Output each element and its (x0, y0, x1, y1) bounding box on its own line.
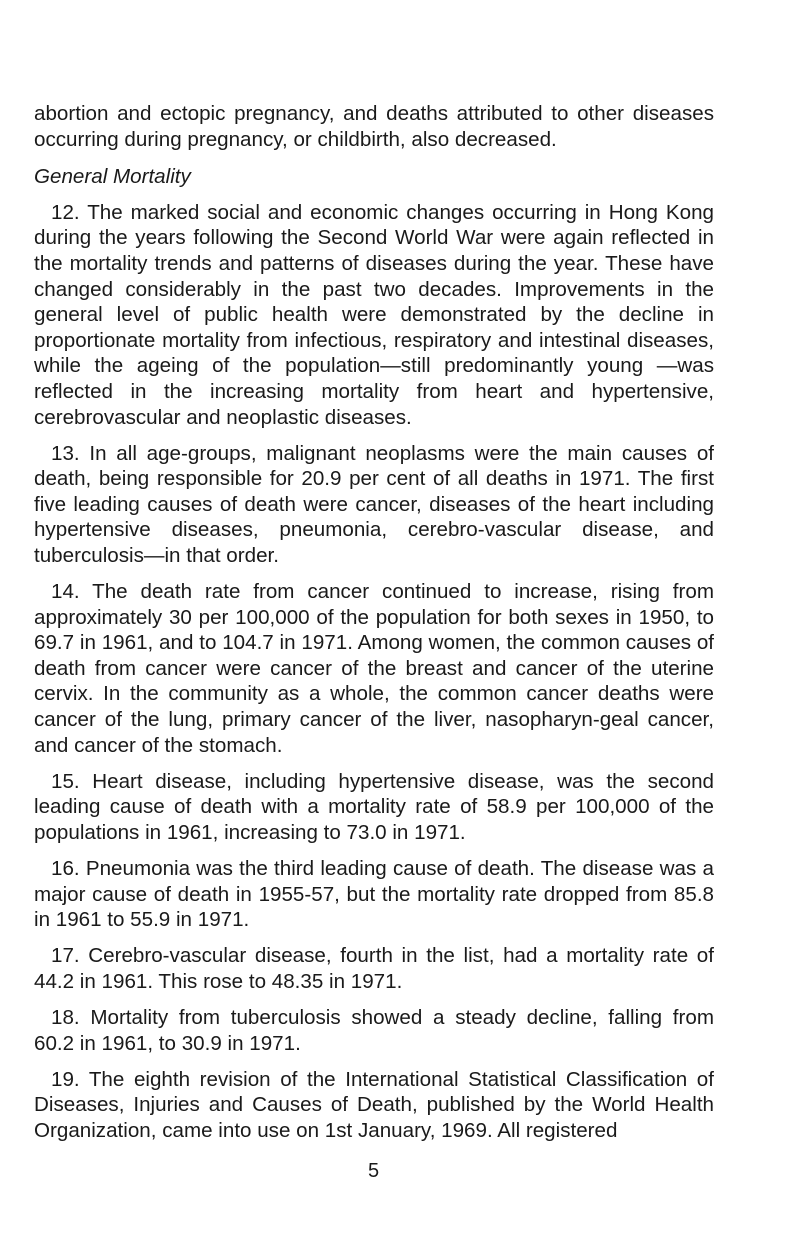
paragraph-18: 18. Mortality from tuberculosis showed a steady decline, falling from 60.2 in 1961, to 30.9 in 1971. (34, 1006, 714, 1055)
paragraph-15: 15. Heart disease, including hypertensive disease, was the second leading cause of death with a mortality rate of 58.9 per 100,000 of the populations in 1961, increasing to 73.0 in 1971. (34, 769, 714, 844)
page-number: 5 (367, 1160, 380, 1182)
paragraph-17: 17. Cerebro-vascular disease, fourth in the list, had a mortality rate of 44.2 in 1961. This rose to 48.35 in 1971. (34, 944, 714, 993)
paragraph-19: 19. The eighth revision of the International Statistical Classification of Diseases, Injuries and Causes of Death, published by the World Health Organization, came into use on 1st January, 1969. All registered (34, 1067, 714, 1142)
opening-paragraph: abortion and ectopic pregnancy, and deaths attributed to other diseases occurring during pregnancy, or childbirth, also decreased. (34, 102, 714, 151)
paragraph-14: 14. The death rate from cancer continued to increase, rising from approximately 30 per 100,000 of the population for both sexes in 1950, to 69.7 in 1961, and to 104.7 in 1971. Among women, the common causes of death from cancer were cancer of the breast and cancer of the uterine cervix. In the community as a whole, the common cancer deaths were cancer of the lung, primary cancer of the liver, nasopharyn-geal cancer, and cancer of the stomach. (34, 580, 714, 757)
paragraph-13: 13. In all age-groups, malignant neoplasms were the main causes of death, being responsible for 20.9 per cent of all deaths in 1971. The first five leading causes of death were cancer, diseases of the heart including hypertensive diseases, pneumonia, cerebro-vascular disease, and tuberculosis—in that order. (34, 441, 714, 567)
section-heading: General Mortality (34, 165, 191, 189)
paragraph-16: 16. Pneumonia was the third leading cause of death. The disease was a major cause of death in 1955-57, but the mortality rate dropped from 85.8 in 1961 to 55.9 in 1971. (34, 857, 714, 932)
paragraph-12: 12. The marked social and economic changes occurring in Hong Kong during the years following the Second World War were again reflected in the mortality trends and patterns of diseases during the year. These have changed considerably in the past two decades. Improvements in the general level of public health were demonstrated by the decline in proportionate mortality from infectious, respiratory and intestinal diseases, while the ageing of the population—still predominantly young —was reflected in the increasing mortality from heart and hypertensive, cerebrovascular and neoplastic diseases. (34, 200, 714, 429)
document-page (34, 101, 714, 1154)
